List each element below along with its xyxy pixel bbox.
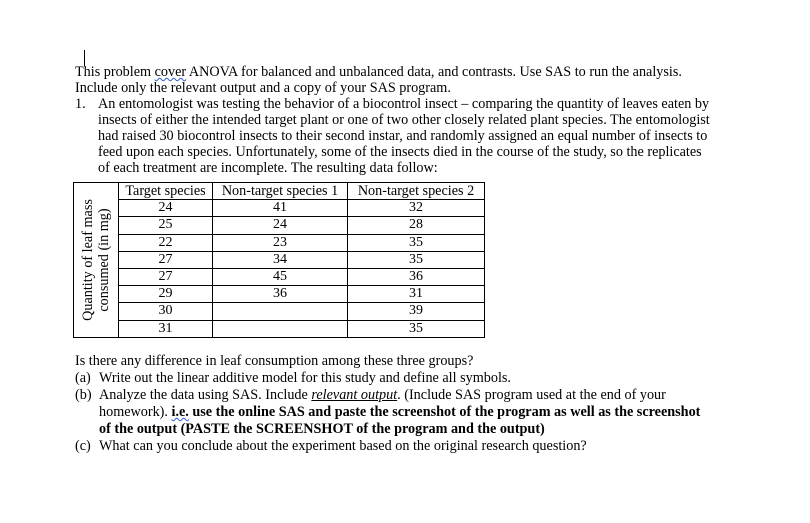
- problem-number: 1.: [75, 96, 86, 112]
- table-row: 31 35: [74, 320, 485, 337]
- part-b-label: (b): [75, 387, 92, 403]
- spelling-error-ie: i.e.: [171, 404, 189, 420]
- question-text: Is there any difference in leaf consumption among these three groups?: [75, 353, 474, 369]
- part-c-text: What can you conclude about the experiment based on the original research question?: [99, 438, 587, 454]
- data-table: [73, 182, 485, 338]
- part-c-label: (c): [75, 438, 91, 454]
- part-b-line-1: Analyze the data using SAS. Include relevant output. (Include SAS program used at the end of your: [99, 387, 666, 403]
- table-header-row: [74, 183, 485, 200]
- table-row: 24 41 32: [74, 200, 485, 217]
- table-row: 29 36 31: [74, 286, 485, 303]
- y-axis-label: Quantity of leaf mass consumed (in mg): [80, 198, 112, 321]
- part-b-line-2: homework). i.e. use the online SAS and paste the screenshot of the program as well as the screenshot: [99, 404, 701, 420]
- problem-line-1: An entomologist was testing the behavior of a biocontrol insect – comparing the quantity of leaves eaten by: [98, 96, 710, 112]
- header-non-target-1: Non-target species 1: [213, 183, 348, 200]
- intro-line-2: Include only the relevant output and a copy of your SAS program.: [75, 80, 451, 96]
- problem-line-2: insects of either the intended target plant or one of two other closely related plant species. The entomologist: [98, 112, 710, 128]
- header-target-species: Target species: [119, 183, 213, 200]
- spelling-error-cover: cover: [154, 64, 187, 80]
- intro-line-1: This problem cover ANOVA for balanced and unbalanced data, and contrasts. Use SAS to run the analysis.: [75, 64, 682, 80]
- table-row: 27 34 35: [74, 251, 485, 268]
- y-axis-label-cell: [74, 183, 119, 338]
- part-a-label: (a): [75, 370, 91, 386]
- problem-line-4: feed upon each species. Unfortunately, some of the insects died in the course of the study, so the replicates: [98, 144, 702, 160]
- table-row: 27 45 36: [74, 268, 485, 285]
- header-non-target-2: Non-target species 2: [348, 183, 485, 200]
- table-row: 22 23 35: [74, 234, 485, 251]
- table-row: 25 24 28: [74, 217, 485, 234]
- table-row: 30 39: [74, 303, 485, 320]
- part-b-line-3: of the output (PASTE the SCREENSHOT of the program and the output): [99, 421, 545, 437]
- relevant-output-emphasis: relevant output: [311, 387, 398, 403]
- problem-line-3: had raised 30 biocontrol insects to their second instar, and randomly assigned an equal number of insects to: [98, 128, 708, 144]
- part-a-text: Write out the linear additive model for this study and define all symbols.: [99, 370, 511, 386]
- problem-line-5: of each treatment are incomplete. The resulting data follow:: [98, 160, 438, 176]
